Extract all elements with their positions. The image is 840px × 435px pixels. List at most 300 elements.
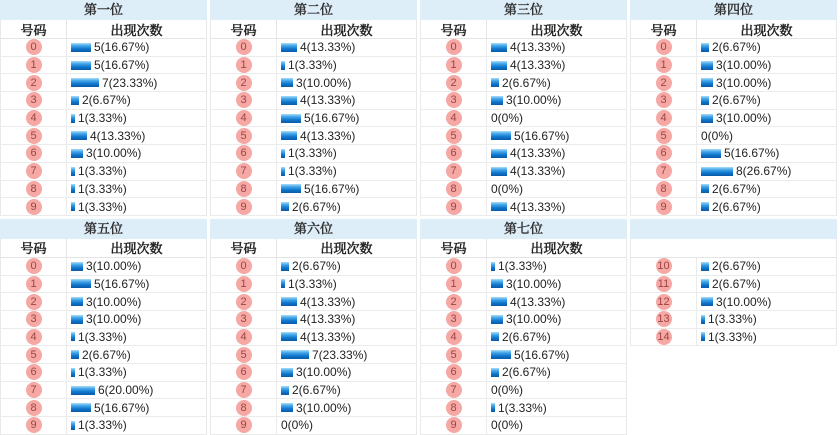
number-badge: 5	[446, 347, 462, 363]
frequency-bar	[281, 386, 289, 395]
table-row	[211, 417, 416, 435]
number-cell	[1, 145, 67, 162]
panel-title	[630, 219, 837, 239]
number-column-header: 号码	[1, 20, 67, 38]
number-badge: 9	[656, 199, 672, 215]
frequency-label: 2(6.67%)	[712, 276, 761, 291]
number-badge: 5	[26, 347, 42, 363]
frequency-label: 0(0%)	[491, 383, 524, 398]
number-badge: 1	[236, 57, 252, 73]
count-cell	[67, 181, 206, 198]
number-cell	[1, 293, 67, 310]
number-cell	[211, 346, 277, 363]
count-cell	[277, 163, 416, 180]
number-badge: 1	[236, 276, 252, 292]
frequency-bar	[71, 297, 83, 306]
table-row	[421, 382, 626, 400]
frequency-label: 4(13.33%)	[90, 128, 146, 143]
number-cell	[421, 346, 487, 363]
frequency-label: 2(6.67%)	[502, 365, 551, 380]
frequency-label: 2(6.67%)	[502, 75, 551, 90]
frequency-label: 3(10.00%)	[86, 146, 142, 161]
frequency-bar	[701, 202, 709, 211]
table-row	[1, 39, 206, 57]
number-cell	[631, 57, 697, 74]
table-row	[421, 258, 626, 276]
frequency-bar	[71, 78, 99, 87]
number-cell	[211, 39, 277, 56]
frequency-label: 3(10.00%)	[86, 312, 142, 327]
frequency-label: 2(6.67%)	[712, 259, 761, 274]
table-header-row	[211, 20, 416, 39]
table-row	[1, 163, 206, 181]
table-row	[211, 145, 416, 163]
number-cell	[211, 110, 277, 127]
count-cell	[67, 163, 206, 180]
table-row	[211, 293, 416, 311]
number-badge: 8	[656, 181, 672, 197]
frequency-bar	[701, 96, 709, 105]
frequency-label: 2(6.67%)	[502, 329, 551, 344]
number-badge: 2	[236, 75, 252, 91]
frequency-label: 4(13.33%)	[300, 40, 356, 55]
panel-body	[420, 239, 627, 435]
number-badge: 2	[26, 75, 42, 91]
frequency-label: 2(6.67%)	[292, 259, 341, 274]
number-badge: 0	[656, 39, 672, 55]
count-cell	[277, 110, 416, 127]
frequency-label: 3(10.00%)	[296, 400, 352, 415]
count-cell	[487, 110, 626, 127]
panel-body	[420, 20, 627, 216]
frequency-bar	[701, 262, 709, 271]
frequency-label: 2(6.67%)	[712, 40, 761, 55]
count-cell	[487, 382, 626, 399]
number-column-header: 号码	[421, 20, 487, 38]
number-badge: 6	[26, 364, 42, 380]
frequency-label: 4(13.33%)	[300, 312, 356, 327]
count-cell	[487, 346, 626, 363]
frequency-label: 2(6.67%)	[82, 93, 131, 108]
number-cell	[211, 276, 277, 293]
count-cell	[67, 311, 206, 328]
table-row	[421, 198, 626, 216]
number-cell	[421, 57, 487, 74]
frequency-label: 4(13.33%)	[510, 40, 566, 55]
table-row	[631, 293, 836, 311]
number-badge: 1	[26, 276, 42, 292]
frequency-label: 5(16.67%)	[724, 146, 780, 161]
count-cell	[67, 293, 206, 310]
count-cell	[697, 57, 836, 74]
count-cell	[277, 198, 416, 215]
count-cell	[487, 127, 626, 144]
table-row	[631, 198, 836, 216]
number-cell	[421, 181, 487, 198]
count-cell	[67, 399, 206, 416]
table-row	[211, 258, 416, 276]
frequency-label: 1(3.33%)	[498, 400, 547, 415]
count-cell	[277, 293, 416, 310]
number-badge: 4	[446, 329, 462, 345]
frequency-bar	[701, 149, 721, 158]
number-badge: 6	[446, 364, 462, 380]
count-column-header: 出现次数	[530, 241, 583, 257]
count-cell	[67, 276, 206, 293]
number-cell	[1, 382, 67, 399]
frequency-bar	[701, 43, 709, 52]
frequency-bar	[491, 315, 503, 324]
number-cell	[421, 39, 487, 56]
frequency-label: 6(20.00%)	[98, 383, 154, 398]
table-row	[1, 74, 206, 92]
frequency-bar	[491, 61, 507, 70]
frequency-bar	[281, 368, 293, 377]
count-column-header: 出现次数	[320, 22, 373, 38]
number-badge: 3	[236, 311, 252, 327]
frequency-label: 4(13.33%)	[300, 128, 356, 143]
frequency-label: 0(0%)	[491, 181, 524, 196]
table-row	[421, 293, 626, 311]
number-badge: 7	[236, 163, 252, 179]
frequency-bar	[491, 297, 507, 306]
number-cell	[631, 145, 697, 162]
number-badge: 2	[446, 294, 462, 310]
number-badge: 5	[236, 128, 252, 144]
table-row	[631, 276, 836, 294]
count-column-header: 出现次数	[320, 241, 373, 257]
frequency-label: 3(10.00%)	[506, 276, 562, 291]
number-cell	[631, 311, 697, 328]
table-header-row	[211, 239, 416, 258]
number-cell	[1, 417, 67, 434]
table-header-row	[631, 239, 836, 258]
table-row	[1, 127, 206, 145]
number-cell	[1, 258, 67, 275]
number-badge: 7	[26, 382, 42, 398]
count-cell	[277, 127, 416, 144]
frequency-label: 5(16.67%)	[94, 58, 150, 73]
number-badge: 6	[446, 145, 462, 161]
table-row	[631, 145, 836, 163]
number-cell	[211, 399, 277, 416]
table-row	[421, 163, 626, 181]
frequency-bar	[281, 114, 301, 123]
number-badge: 3	[656, 92, 672, 108]
table-row	[421, 311, 626, 329]
frequency-bar	[491, 403, 495, 412]
table-row	[421, 276, 626, 294]
table-header-row	[421, 239, 626, 258]
frequency-label: 1(3.33%)	[288, 146, 337, 161]
frequency-bar	[71, 315, 83, 324]
frequency-bar	[491, 368, 499, 377]
number-cell	[1, 329, 67, 346]
number-cell	[1, 39, 67, 56]
number-cell	[1, 110, 67, 127]
number-cell	[631, 276, 697, 293]
frequency-bar	[491, 202, 507, 211]
count-cell	[277, 417, 416, 434]
count-cell	[487, 145, 626, 162]
number-badge: 2	[236, 294, 252, 310]
number-cell	[211, 329, 277, 346]
number-cell	[211, 74, 277, 91]
number-column-header: 号码	[421, 239, 487, 257]
frequency-bar	[701, 297, 713, 306]
number-cell	[211, 417, 277, 434]
number-badge: 6	[236, 364, 252, 380]
frequency-label: 4(13.33%)	[510, 294, 566, 309]
table-row	[211, 364, 416, 382]
frequency-label: 1(3.33%)	[78, 181, 127, 196]
number-cell	[1, 92, 67, 109]
frequency-label: 1(3.33%)	[78, 199, 127, 214]
number-cell	[1, 276, 67, 293]
count-column-header: 出现次数	[740, 22, 793, 38]
table-row	[1, 57, 206, 75]
frequency-label: 7(23.33%)	[102, 75, 158, 90]
count-cell	[697, 311, 836, 328]
table-row	[211, 181, 416, 199]
table-row	[1, 346, 206, 364]
number-column-header: 号码	[211, 239, 277, 257]
number-cell	[1, 364, 67, 381]
table-row	[421, 92, 626, 110]
table-row	[211, 198, 416, 216]
frequency-label: 3(10.00%)	[296, 365, 352, 380]
number-cell	[631, 39, 697, 56]
frequency-bar	[71, 332, 75, 341]
number-cell	[211, 127, 277, 144]
frequency-bar	[281, 43, 297, 52]
frequency-bar	[491, 262, 495, 271]
frequency-label: 2(6.67%)	[712, 93, 761, 108]
count-cell	[67, 57, 206, 74]
count-cell	[487, 74, 626, 91]
count-cell	[67, 382, 206, 399]
number-cell	[1, 346, 67, 363]
count-cell	[487, 293, 626, 310]
count-cell	[277, 57, 416, 74]
table-row	[1, 110, 206, 128]
count-cell	[67, 417, 206, 434]
table-row	[1, 181, 206, 199]
count-cell	[487, 198, 626, 215]
panel-body	[210, 20, 417, 216]
frequency-bar	[71, 167, 75, 176]
table-row	[1, 382, 206, 400]
number-cell	[421, 198, 487, 215]
number-badge: 12	[657, 295, 670, 308]
number-badge: 14	[657, 330, 670, 343]
table-row	[211, 74, 416, 92]
frequency-bar	[71, 43, 91, 52]
number-cell	[211, 181, 277, 198]
table-row	[211, 57, 416, 75]
frequency-bar	[71, 184, 75, 193]
frequency-label: 5(16.67%)	[304, 181, 360, 196]
count-cell	[277, 399, 416, 416]
frequency-bar	[281, 167, 285, 176]
frequency-label: 1(3.33%)	[78, 418, 127, 433]
number-badge: 0	[446, 258, 462, 274]
number-cell	[211, 198, 277, 215]
frequency-bar	[71, 149, 83, 158]
panel-body	[0, 239, 207, 435]
frequency-label: 5(16.67%)	[514, 128, 570, 143]
frequency-bar	[71, 421, 75, 430]
frequency-bar	[281, 350, 309, 359]
table-row	[211, 346, 416, 364]
count-cell	[487, 57, 626, 74]
number-cell	[421, 127, 487, 144]
number-badge: 5	[26, 128, 42, 144]
number-badge: 8	[236, 400, 252, 416]
panel-title: 第四位	[630, 0, 837, 20]
position-panel	[0, 0, 207, 216]
number-badge: 6	[26, 145, 42, 161]
frequency-label: 2(6.67%)	[712, 181, 761, 196]
frequency-bar	[491, 167, 507, 176]
frequency-label: 1(3.33%)	[78, 329, 127, 344]
number-badge: 11	[656, 276, 672, 292]
frequency-label: 1(3.33%)	[78, 164, 127, 179]
number-column-header	[631, 239, 696, 257]
count-cell	[487, 311, 626, 328]
count-cell	[277, 311, 416, 328]
number-badge: 5	[656, 128, 672, 144]
frequency-bar	[71, 403, 91, 412]
number-cell	[421, 92, 487, 109]
number-cell	[421, 145, 487, 162]
frequency-label: 4(13.33%)	[510, 58, 566, 73]
number-cell	[631, 92, 697, 109]
count-cell	[697, 127, 836, 144]
count-cell	[697, 181, 836, 198]
count-cell	[67, 346, 206, 363]
table-row	[421, 399, 626, 417]
frequency-label: 0(0%)	[491, 111, 524, 126]
count-cell	[697, 329, 836, 346]
number-badge: 0	[236, 39, 252, 55]
number-cell	[211, 382, 277, 399]
number-badge: 7	[236, 382, 252, 398]
table-row	[1, 399, 206, 417]
frequency-bar	[491, 279, 503, 288]
number-badge: 8	[236, 181, 252, 197]
number-cell	[631, 198, 697, 215]
table-row	[211, 92, 416, 110]
frequency-bar	[281, 78, 293, 87]
count-cell	[487, 329, 626, 346]
count-column-header	[696, 239, 836, 257]
panel-body	[630, 20, 837, 216]
frequency-label: 1(3.33%)	[288, 164, 337, 179]
position-panel	[420, 219, 627, 435]
table-row	[631, 329, 836, 347]
number-cell	[211, 163, 277, 180]
table-row	[421, 145, 626, 163]
table-row	[421, 57, 626, 75]
count-cell	[487, 39, 626, 56]
count-cell	[487, 258, 626, 275]
number-column-header: 号码	[1, 239, 67, 257]
frequency-label: 5(16.67%)	[94, 276, 150, 291]
number-badge: 4	[236, 110, 252, 126]
table-row	[421, 346, 626, 364]
number-cell	[1, 181, 67, 198]
frequency-bar	[491, 78, 499, 87]
table-row	[421, 74, 626, 92]
table-header-row	[631, 20, 836, 39]
position-panel	[0, 219, 207, 435]
count-cell	[487, 417, 626, 434]
number-badge: 0	[446, 39, 462, 55]
number-cell	[421, 110, 487, 127]
count-cell	[67, 110, 206, 127]
number-cell	[631, 293, 697, 310]
frequency-bar	[71, 279, 91, 288]
count-cell	[277, 276, 416, 293]
number-cell	[631, 258, 697, 275]
count-cell	[67, 39, 206, 56]
frequency-label: 3(10.00%)	[716, 75, 772, 90]
number-badge: 3	[446, 311, 462, 327]
number-cell	[1, 311, 67, 328]
frequency-bar	[281, 61, 285, 70]
table-row	[1, 92, 206, 110]
number-badge: 4	[446, 110, 462, 126]
number-badge: 9	[26, 199, 42, 215]
count-cell	[67, 127, 206, 144]
count-cell	[697, 110, 836, 127]
table-row	[1, 329, 206, 347]
number-cell	[421, 311, 487, 328]
number-cell	[211, 293, 277, 310]
frequency-label: 5(16.67%)	[94, 40, 150, 55]
count-cell	[67, 364, 206, 381]
frequency-label: 7(23.33%)	[312, 347, 368, 362]
position-panel	[630, 0, 837, 216]
table-row	[631, 258, 836, 276]
frequency-bar	[281, 131, 297, 140]
frequency-label: 4(13.33%)	[510, 199, 566, 214]
panel-title: 第一位	[0, 0, 207, 20]
table-row	[1, 145, 206, 163]
count-cell	[277, 145, 416, 162]
table-row	[421, 127, 626, 145]
table-row	[631, 127, 836, 145]
table-row	[631, 74, 836, 92]
table-header-row	[421, 20, 626, 39]
frequency-label: 3(10.00%)	[296, 75, 352, 90]
number-badge: 5	[236, 347, 252, 363]
number-cell	[1, 127, 67, 144]
frequency-label: 4(13.33%)	[300, 294, 356, 309]
frequency-bar	[701, 114, 713, 123]
number-badge: 10	[657, 260, 670, 273]
table-header-row	[1, 239, 206, 258]
frequency-bar	[71, 114, 75, 123]
frequency-bar	[281, 297, 297, 306]
frequency-label: 1(3.33%)	[78, 111, 127, 126]
frequency-bar	[701, 61, 713, 70]
count-cell	[67, 74, 206, 91]
number-cell	[421, 293, 487, 310]
panel-title: 第六位	[210, 219, 417, 239]
count-cell	[697, 92, 836, 109]
